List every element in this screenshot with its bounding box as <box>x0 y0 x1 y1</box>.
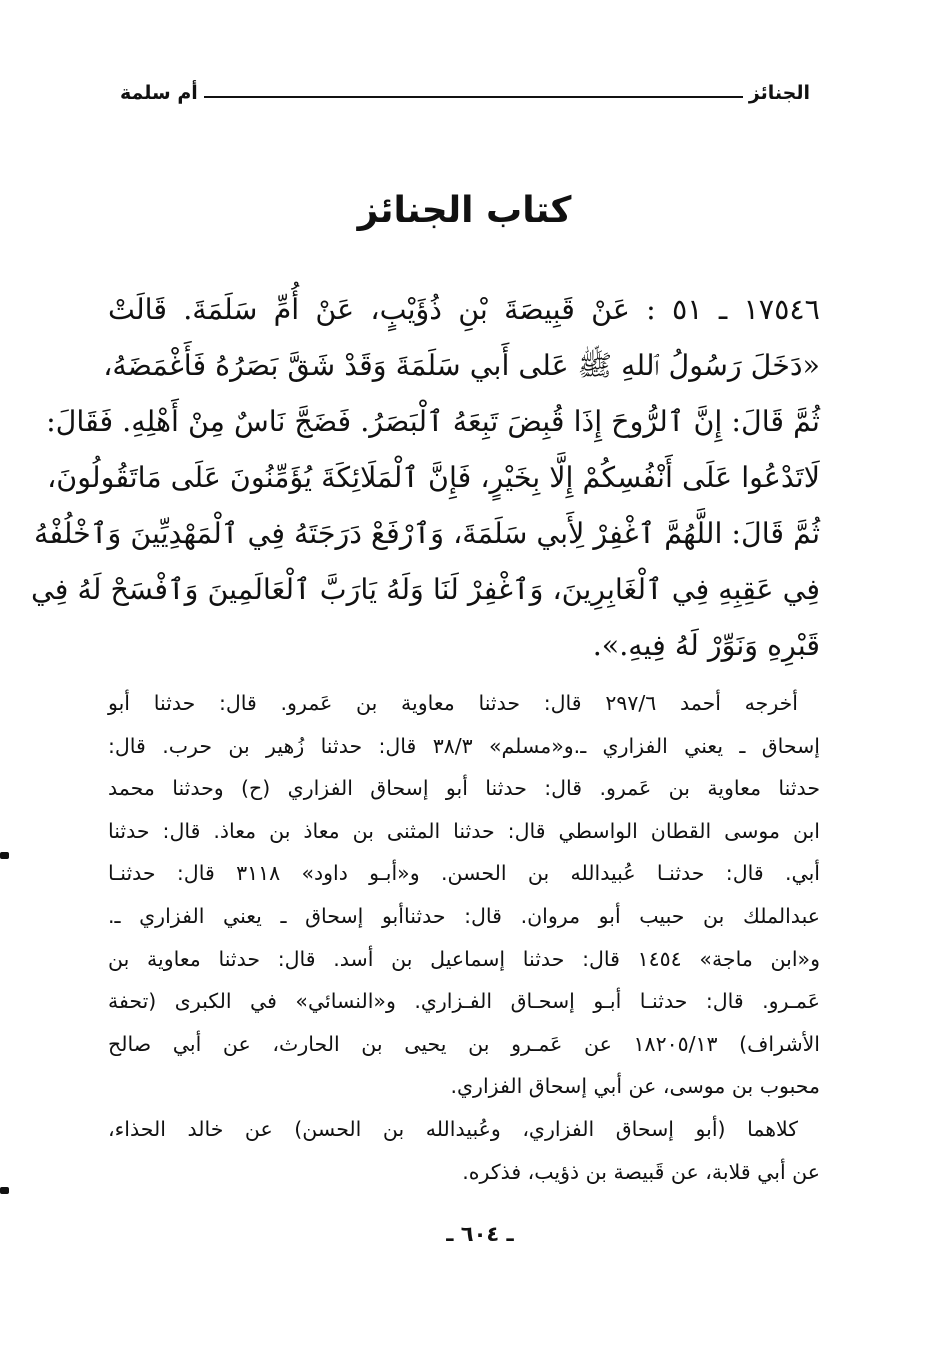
takhrij-line: الأشراف) ١٨٢٠٥/١٣ عن عَمـرو بن يحيى بن الحارث، عن أبي صالح <box>108 1031 821 1056</box>
takhrij-notes <box>108 682 820 1193</box>
takhrij-line: محبوب بن موسى، عن أبي إسحاق الفزاري. <box>450 1074 820 1099</box>
running-header-narrator: أم سلمة <box>120 82 198 104</box>
running-header-chapter: الجنائز <box>748 82 810 104</box>
hadith-line: فِي عَقِبِهِ فِي ٱلْغَابِرِينَ، وَٱغْفِرْ لَنَا وَلَهُ يَارَبَّ ٱلْعَالَمِينَ وَٱفْسَحْ لَهُ فِي <box>31 573 820 606</box>
takhrij-line: أخرجه أحمد ٢٩٧/٦ قال: حدثنا معاوية بن عَمرو. قال: حدثنا أبو <box>108 691 798 715</box>
margin-mark <box>0 852 9 859</box>
hadith-line: ثُمَّ قَالَ: اللَّهُمَّ ٱغْفِرْ لِأَبي سَلَمَةَ، وَٱرْفَعْ دَرَجَتَهُ فِي ٱلْمَهْدِيِّينَ وَٱخْلُفْهُ <box>34 517 820 550</box>
takhrij-line: عَمـرو. قال: حدثنـا أبـو إسحـاق الفـزاري. و«النسائي» في الكبرى (تحفة <box>108 989 820 1014</box>
page-number: ـ ٦٠٤ ـ <box>446 1222 514 1246</box>
hadith-line: ثُمَّ قَالَ: إِنَّ ٱلرُّوحَ إِذَا قُبِضَ تَبِعَهُ ٱلْبَصَرُ. فَضَجَّ نَاسٌ مِنْ أَهْلِهِ. فَقَالَ: <box>46 405 820 438</box>
takhrij-line: عبدالملك بن حبيب أبو مروان. قال: حدثناأبو إسحاق ـ يعني الفزاري ـ. <box>108 903 820 928</box>
hadith-line: قَبْرِهِ وَنَوِّرْ لَهُ فِيهِ.». <box>592 629 820 662</box>
hadith-line: ١٧٥٤٦ ـ ٥١ : عَنْ قَبِيصَةَ بْنِ ذُؤَيْبٍ، عَنْ أُمِّ سَلَمَةَ. قَالَتْ <box>108 293 820 326</box>
running-header <box>120 78 810 108</box>
hadith-line: «دَخَلَ رَسُولُ ٱللهِ ﷺ عَلى أَبي سَلَمَةَ وَقَدْ شَقَّ بَصَرُهُ فَأَغْمَضَهُ، <box>103 349 820 382</box>
takhrij-closing-line: عن أبي قلابة، عن قَبيصة بن ذؤيب، فذكره. <box>462 1159 820 1184</box>
header-rule <box>204 96 743 98</box>
takhrij-line: ابن موسى القطان الواسطي قال: حدثنا المثنى بن معاذ بن معاذ. قال: حدثنا <box>108 818 820 843</box>
takhrij-line: حدثنا معاوية بن عَمرو. قال: حدثنا أبو إسحاق الفزاري (ح) وحدثنا محمد <box>108 776 820 801</box>
takhrij-closing-line: كلاهما (أبو إسحاق الفزاري، وعُبيدالله بن الحسن) عن خالد الحذاء، <box>108 1116 798 1141</box>
hadith-text <box>31 282 820 674</box>
takhrij-line: و«ابن ماجة» ١٤٥٤ قال: حدثنا إسماعيل بن أسد. قال: حدثنا معاوية بن <box>108 946 820 971</box>
margin-mark <box>0 1187 9 1194</box>
takhrij-line: إسحاق ـ يعني الفزاري ـ.و«مسلم» ٣٨/٣ قال: حدثنا زُهير بن حرب. قال: <box>108 733 820 758</box>
hadith-line: لَاتَدْعُوا عَلَى أَنْفُسِكُمْ إِلَّا بِخَيْرٍ، فَإِنَّ ٱلْمَلَائِكَةَ يُؤَمِّنُونَ عَلَى مَاتَقُولُونَ، <box>47 461 820 494</box>
takhrij-line: أبي. قال: حدثنـا عُبيدالله بن الحسن. و«أبـو داود» ٣١١٨ قال: حدثنـا <box>108 861 820 886</box>
book-title: كتاب الجنائز <box>357 190 572 231</box>
